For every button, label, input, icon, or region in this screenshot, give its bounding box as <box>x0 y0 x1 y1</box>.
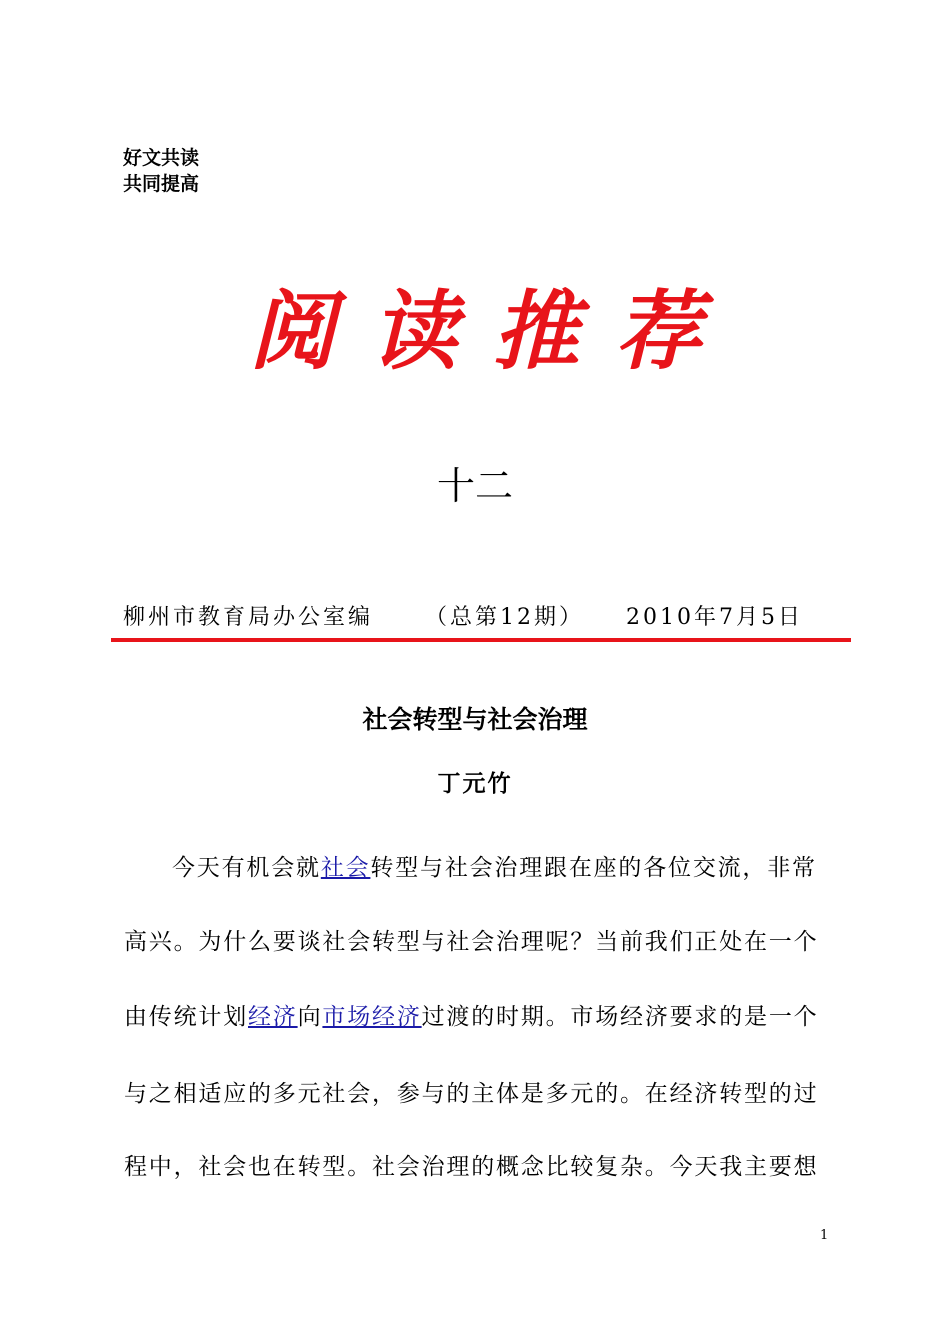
red-divider <box>111 638 851 642</box>
body-line-3 <box>124 1000 834 1034</box>
tagline-good-reading: 好文共读 <box>123 147 200 169</box>
link-economy[interactable]: 经济 <box>248 1004 298 1030</box>
body-line-5: 程中，社会也在转型。社会治理的概念比较复杂。今天我主要想 <box>124 1154 819 1180</box>
body-text: 今天有机会就 <box>172 855 321 881</box>
link-market-economy[interactable]: 市场经济 <box>322 1004 422 1030</box>
publication-title: 阅读推荐 <box>249 281 737 382</box>
masthead-editor: 柳州市教育局办公室编 <box>123 605 374 630</box>
article-author: 丁元竹 <box>437 770 513 797</box>
body-line-4: 与之相适应的多元社会，参与的主体是多元的。在经济转型的过 <box>124 1081 819 1107</box>
masthead-issue: （总第12期） <box>425 605 585 630</box>
issue-number: 十二 <box>436 464 513 508</box>
page-number: 1 <box>820 1228 829 1243</box>
body-text: 转型与社会治理跟在座的各位交流，非常 <box>370 855 817 881</box>
article-title: 社会转型与社会治理 <box>362 705 588 734</box>
body-text: 向 <box>297 1004 323 1030</box>
masthead-date: 2010年7月5日 <box>626 605 803 630</box>
tagline-improve-together: 共同提高 <box>123 173 200 195</box>
masthead-line <box>123 603 803 633</box>
body-line-1 <box>172 851 832 885</box>
link-society[interactable]: 社会 <box>320 855 371 881</box>
body-line-2: 高兴。为什么要谈社会转型与社会治理呢？当前我们正处在一个 <box>124 929 819 955</box>
body-text: 由传统计划 <box>124 1004 248 1030</box>
body-text: 过渡的时期。市场经济要求的是一个 <box>421 1004 819 1030</box>
